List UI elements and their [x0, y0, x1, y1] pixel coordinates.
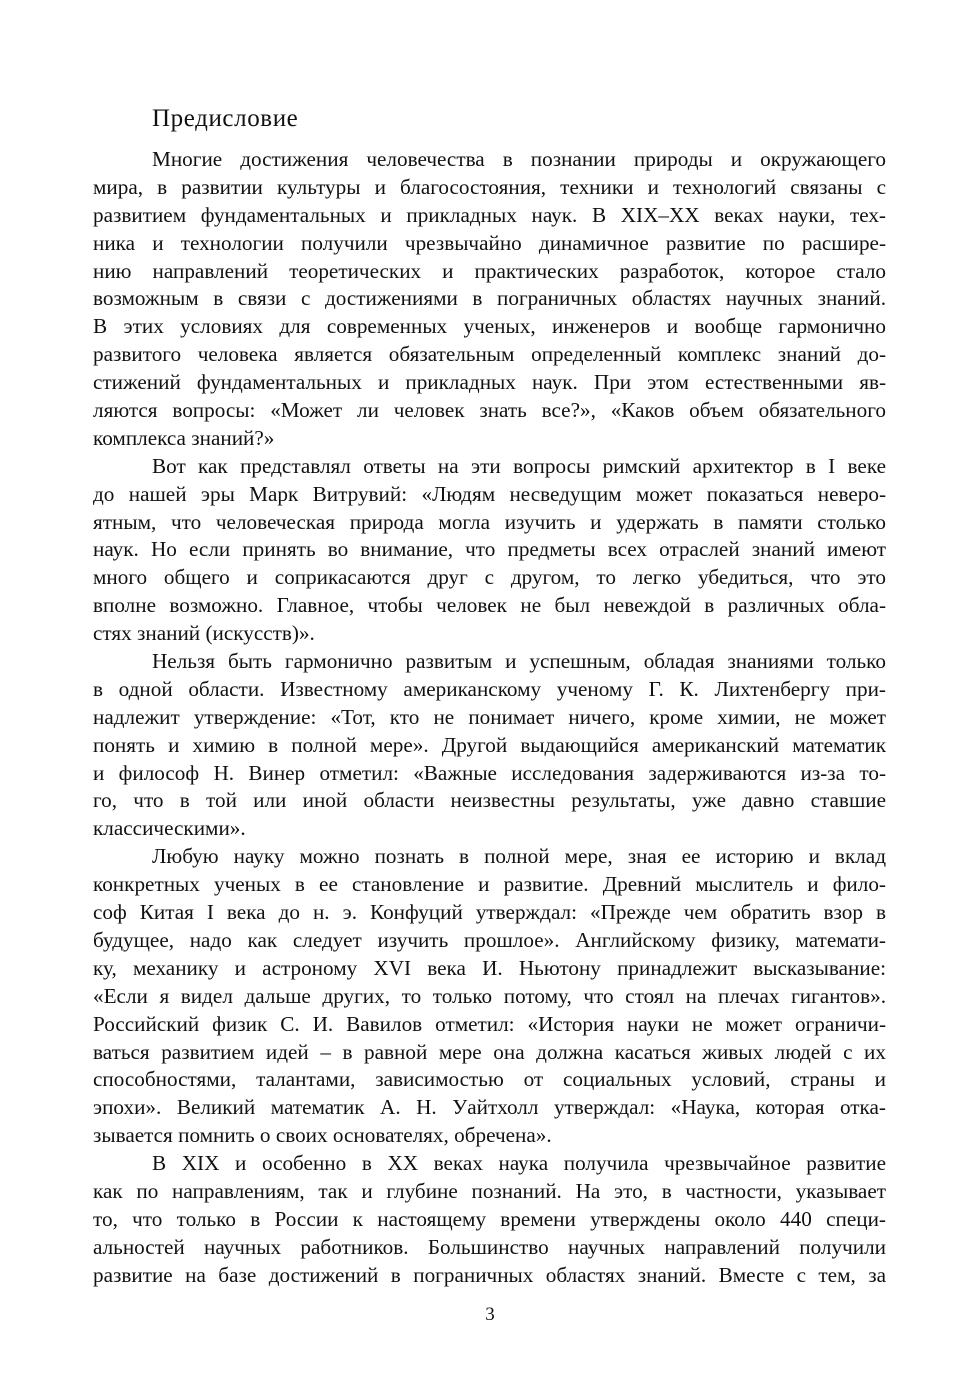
- text-line: зывается помнить о своих основателях, обречена».: [93, 1123, 552, 1148]
- text-line: «Если я видел дальше других, то только потому, что стоял на плечах гигантов».: [93, 983, 886, 1008]
- text-line: Нельзя быть гармонично развитым и успешным, обладая знаниями только: [152, 649, 886, 674]
- document-page: [93, 102, 886, 1290]
- text-line: мира, в развитии культуры и благосостояния, техники и технологий связаны с: [93, 174, 886, 199]
- text-line: развитием фундаментальных и прикладных наук. В XIX–XX веках науки, тех-: [93, 202, 886, 227]
- text-line: стях знаний (искусств)».: [93, 621, 315, 646]
- text-line: то, что только в России к настоящему времени утверждены около 440 специ-: [93, 1206, 886, 1231]
- paragraph-2: [93, 453, 886, 648]
- section-heading: Предисловие: [152, 105, 299, 132]
- text-line: надлежит утверждение: «Тот, кто не понимает ничего, кроме химии, не может: [93, 704, 886, 729]
- text-line: В XIX и особенно в XX веках наука получила чрезвычайное развитие: [152, 1151, 886, 1176]
- text-line: Многие достижения человечества в познании природы и окружающего: [152, 147, 886, 171]
- text-line: нию направлений теоретических и практических разработок, которое стало: [93, 258, 886, 283]
- text-line: ваться развитием идей – в равной мере она должна касаться живых людей с их: [93, 1039, 886, 1064]
- text-line: в одной области. Известному американскому ученому Г. К. Лихтенбергу при-: [93, 676, 886, 701]
- text-line: ятным, что человеческая природа могла изучить и удержать в памяти столько: [93, 509, 886, 534]
- paragraph-4: [93, 843, 886, 1150]
- text-line: развитого человека является обязательным определенный комплекс знаний до-: [93, 342, 886, 367]
- text-line: много общего и соприкасаются друг с другом, то легко убедиться, что это: [93, 565, 886, 590]
- text-line: альностей научных работников. Большинство научных направлений получили: [93, 1234, 886, 1259]
- text-line: эпохи». Великий математик А. Н. Уайтхолл утверждал: «Наука, которая отка-: [93, 1095, 886, 1120]
- text-line: ку, механику и астроному XVI века И. Ньютону принадлежит высказывание:: [93, 955, 886, 980]
- text-line: конкретных ученых в ее становление и развитие. Древний мыслитель и фило-: [93, 872, 886, 897]
- text-line: стижений фундаментальных и прикладных наук. При этом естественными яв-: [93, 370, 886, 395]
- text-line: соф Китая I века до н. э. Конфуций утверждал: «Прежде чем обратить взор в: [93, 900, 886, 925]
- text-line: Вот как представлял ответы на эти вопросы римский архитектор в I веке: [152, 453, 886, 478]
- text-line: комплекса знаний?»: [93, 425, 275, 450]
- text-line: го, что в той или иной области неизвестны результаты, уже давно ставшие: [93, 788, 886, 813]
- text-line: развитие на базе достижений в пограничных областях знаний. Вместе с тем, за: [93, 1262, 886, 1287]
- text-line: и философ Н. Винер отметил: «Важные исследования задерживаются из-за то-: [93, 760, 886, 785]
- text-line: В этих условиях для современных ученых, инженеров и вообще гармонично: [93, 314, 886, 339]
- text-line: наук. Но если принять во внимание, что предметы всех отраслей знаний имеют: [93, 537, 886, 562]
- text-line: до нашей эры Марк Витрувий: «Людям несведущим может показаться неверо-: [93, 481, 886, 506]
- page-number: 3: [485, 1304, 495, 1325]
- text-line: будущее, надо как следует изучить прошлое». Английскому физику, математи-: [93, 927, 886, 952]
- text-line: Любую науку можно познать в полной мере, зная ее историю и вклад: [152, 844, 886, 869]
- text-line: вполне возможно. Главное, чтобы человек не был невеждой в различных обла-: [93, 593, 886, 618]
- text-line: Российский физик С. И. Вавилов отметил: «История науки не может ограничи-: [93, 1011, 886, 1036]
- text-line: возможным в связи с достижениями в пограничных областях научных знаний.: [93, 286, 886, 311]
- text-line: ляются вопросы: «Может ли человек знать все?», «Каков объем обязательного: [93, 398, 886, 423]
- paragraph-1: [93, 146, 886, 453]
- text-line: как по направлениям, так и глубине познаний. На это, в частности, указывает: [93, 1178, 886, 1203]
- paragraph-3: [93, 648, 886, 843]
- paragraph-5: [93, 1150, 886, 1289]
- text-line: понять и химию в полной мере». Другой выдающийся американский математик: [93, 732, 886, 757]
- text-line: ника и технологии получили чрезвычайно динамичное развитие по расшире-: [93, 230, 886, 255]
- text-line: способностями, талантами, зависимостью от социальных условий, страны и: [93, 1067, 886, 1092]
- text-line: классическими».: [93, 816, 246, 841]
